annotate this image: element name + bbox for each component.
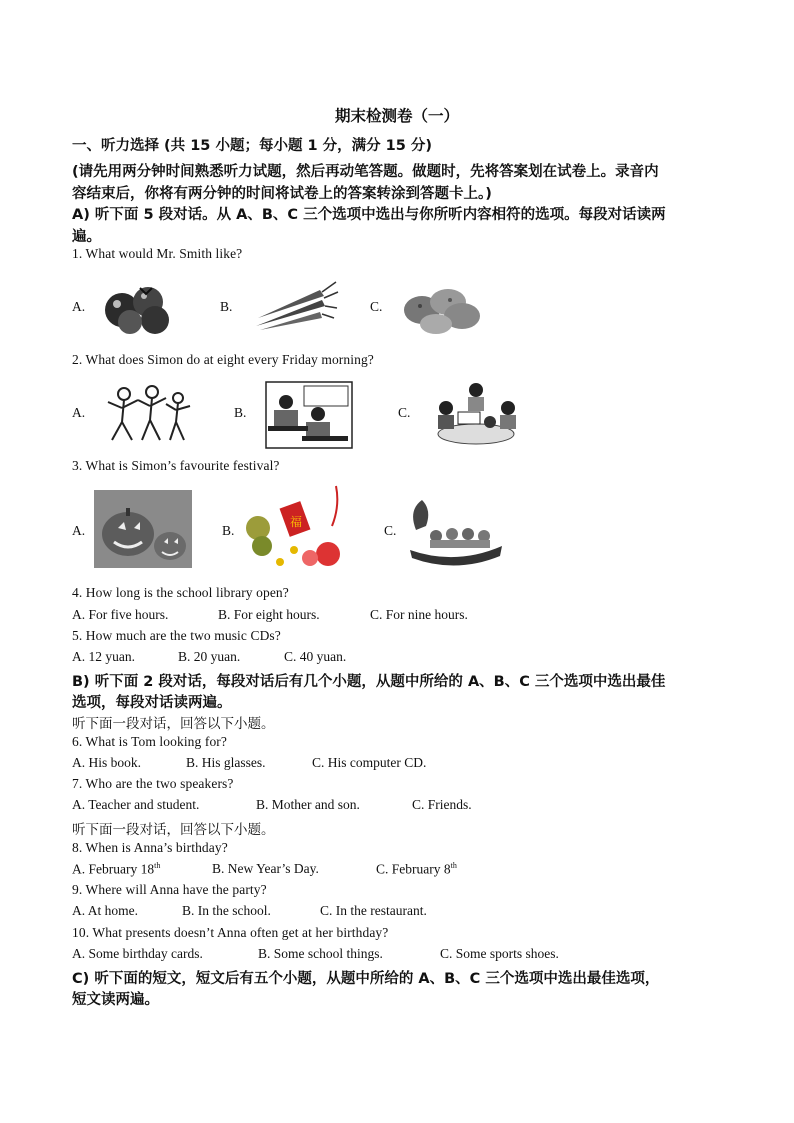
q1-option-b-label: B.: [220, 299, 233, 314]
q2-option-a-label: A.: [72, 405, 86, 420]
part-b-instruction-1: B) 听下面 2 段对话，每段对话后有几个小题，从题中所给的 A、B、C 三个选项中选出最佳: [72, 674, 666, 690]
listen-note-2: 听下面一段对话，回答以下小题。: [72, 822, 275, 838]
q10-option-b: B. Some school things.: [258, 946, 383, 961]
section-heading: 一、听力选择 (共 15 小题；每小题 1 分，满分 15 分): [72, 138, 433, 154]
instruction-line-2: 容结束后，你将有两分钟的时间将试卷上的答案转涂到答题卡上。): [72, 186, 492, 202]
q8-option-c-text: C. February 8: [376, 861, 451, 877]
q9-option-b: B. In the school.: [182, 903, 271, 918]
listen-note-1: 听下面一段对话，回答以下小题。: [72, 716, 275, 732]
q3-option-c-label: C.: [384, 523, 397, 538]
question-2: 2. What does Simon do at eight every Friday morning?: [72, 352, 374, 367]
q2-option-c-label: C.: [398, 405, 411, 420]
part-c-instruction-1: C) 听下面的短文，短文后有五个小题，从题中所给的 A、B、C 三个选项中选出最佳选项，: [72, 971, 660, 987]
q6-option-a: A. His book.: [72, 755, 142, 770]
q6-option-c: C. His computer CD.: [312, 755, 427, 770]
question-5: 5. How much are the two music CDs?: [72, 628, 281, 643]
question-3: 3. What is Simon’s favourite festival?: [72, 458, 280, 473]
part-a-instruction-2: 遍。: [72, 229, 101, 245]
question-6: 6. What is Tom looking for?: [72, 734, 227, 749]
classroom-students-image: [264, 380, 354, 450]
dancing-children-image: [104, 380, 194, 448]
q2-option-b-label: B.: [234, 405, 247, 420]
page-title: 期末检测卷（一）: [334, 107, 459, 125]
dragon-boat-image: [406, 490, 506, 570]
q6-option-b: B. His glasses.: [186, 755, 266, 770]
group-discussion-image: [428, 378, 524, 448]
q4-option-b: B. For eight hours.: [218, 607, 320, 622]
question-10: 10. What presents doesn’t Anna often get at her birthday?: [72, 925, 389, 940]
question-9: 9. Where will Anna have the party?: [72, 882, 267, 897]
q10-option-c: C. Some sports shoes.: [440, 946, 559, 961]
q5-option-c: C. 40 yuan.: [284, 649, 347, 664]
instruction-line-1: (请先用两分钟时间熟悉听力试题，然后再动笔答题。做题时，先将答案划在试卷上。录音内: [72, 164, 659, 180]
q4-option-a: A. For five hours.: [72, 607, 169, 622]
q4-option-c: C. For nine hours.: [370, 607, 468, 622]
q9-option-c: C. In the restaurant.: [320, 903, 427, 918]
q7-option-c: C. Friends.: [412, 797, 472, 812]
q8-option-c: [376, 861, 457, 878]
spring-festival-image: [240, 484, 352, 574]
q1-option-a-label: A.: [72, 299, 86, 314]
q8-option-b: B. New Year’s Day.: [212, 861, 319, 876]
tomatoes-image: [100, 280, 180, 335]
q8-option-a: [72, 861, 160, 878]
q7-option-b: B. Mother and son.: [256, 797, 360, 812]
halloween-pumpkins-image: [94, 490, 192, 568]
q10-option-a: A. Some birthday cards.: [72, 946, 203, 961]
potatoes-image: [400, 280, 485, 335]
q8-option-a-text: A. February 18: [72, 861, 155, 877]
q8-option-a-suffix: th: [154, 861, 161, 870]
carrots-image: [250, 278, 340, 333]
question-4: 4. How long is the school library open?: [72, 585, 289, 600]
q7-option-a: A. Teacher and student.: [72, 797, 200, 812]
question-1: 1. What would Mr. Smith like?: [72, 246, 243, 261]
q1-option-c-label: C.: [370, 299, 383, 314]
svg-text:福: 福: [290, 515, 303, 529]
q3-option-b-label: B.: [222, 523, 235, 538]
q5-option-a: A. 12 yuan.: [72, 649, 135, 664]
q5-option-b: B. 20 yuan.: [178, 649, 241, 664]
part-b-instruction-2: 选项，每段对话读两遍。: [72, 695, 232, 711]
q9-option-a: A. At home.: [72, 903, 138, 918]
question-7: 7. Who are the two speakers?: [72, 776, 234, 791]
q3-option-a-label: A.: [72, 523, 86, 538]
part-c-instruction-2: 短文读两遍。: [72, 992, 159, 1008]
q8-option-c-suffix: th: [450, 861, 457, 870]
part-a-instruction-1: A) 听下面 5 段对话。从 A、B、C 三个选项中选出与你所听内容相符的选项。每段对话读两: [72, 207, 666, 223]
question-8: 8. When is Anna’s birthday?: [72, 840, 228, 855]
